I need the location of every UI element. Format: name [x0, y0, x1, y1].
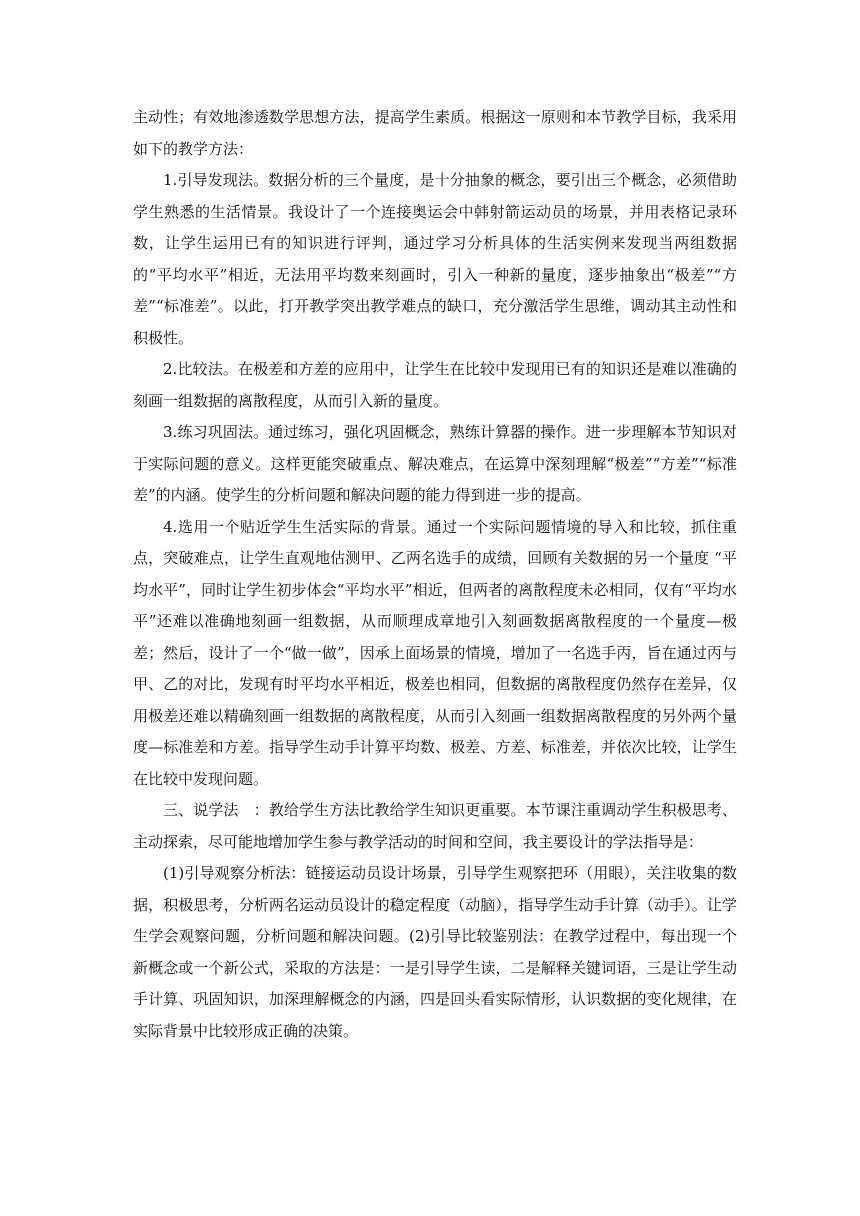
paragraph-real-life-background: 4.选用一个贴近学生生活实际的背景。通过一个实际问题情境的导入和比较，抓住重点，突破难点，让学生直观地估测甲、乙两名选手的成绩，回顾有关数据的另一个量度 “平均水平”，同时让学生初步体会“平均水平”相近，但两者的离散程度未必相同，仅有“平均水平”还难以准确地刻画一组数据，从而顺理成章地引入刻画数据离散程度的一个量度—极差；然后，设计了一个“做一做”，因承上面场景的情境，增加了一名选手丙，旨在通过丙与甲、乙的对比，发现有时平均水平相近，极差也相同，但数据的离散程度仍然存在差异，仅用极差还难以精确刻画一组数据的离散程度，从而引入刻画一组数据离散程度的另外两个量度—标准差和方差。指导学生动手计算平均数、极差、方差、标准差，并依次比较，让学生在比较中发现问题。: [133, 517, 737, 788]
paragraph-guided-discovery-method: 1.引导发现法。数据分析的三个量度，是十分抽象的概念，要引出三个概念，必须借助学生熟悉的生活情景。我设计了一个连接奥运会中韩射箭运动员的场景，并用表格记录环数，让学生运用已有的知识进行评判，通过学习分析具体的生活实例来发现当两组数据的“平均水平”相近，无法用平均数来刻画时，引入一种新的量度，逐步抽象出“极差”“方差”“标准差”。以此，打开教学突出教学难点的缺口，充分激活学生思维，调动其主动性和积极性。: [133, 171, 737, 347]
document-body: [133, 102, 737, 1047]
paragraph-continuation-teaching-methods: 主动性；有效地渗透数学思想方法，提高学生素质。根据这一原则和本节教学目标，我采用如下的教学方法：: [133, 108, 737, 158]
paragraph-practice-consolidation-method: 3.练习巩固法。通过练习，强化巩固概念，熟练计算器的操作。进一步理解本节知识对于实际问题的意义。这样更能突破重点、解决难点，在运算中深刻理解“极差”“方差”“标准差”的内涵。使学生的分析问题和解决问题的能力得到进一步的提高。: [133, 423, 737, 504]
paragraph-learning-methods-guidance: (1)引导观察分析法：链接运动员设计场景，引导学生观察把环（用眼），关注收集的数据，积极思考，分析两名运动员设计的稳定程度（动脑），指导学生动手计算（动手）。让学生学会观察问题，分析问题和解决问题。(2)引导比较鉴别法：在教学过程中，每出现一个新概念或一个新公式，采取的方法是：一是引导学生读，二是解释关键词语，三是让学生动手计算、巩固知识，加深理解概念的内涵，四是回头看实际情形，认识数据的变化规律，在实际背景中比较形成正确的决策。: [133, 864, 737, 1040]
paragraph-comparison-method: 2.比较法。在极差和方差的应用中，让学生在比较中发现用已有的知识还是难以准确的刻画一组数据的离散程度，从而引入新的量度。: [133, 360, 737, 410]
paragraph-learning-methods-heading: 三、说学法 ：教给学生方法比教给学生知识更重要。本节课注重调动学生积极思考、主动探索，尽可能地增加学生参与教学活动的时间和空间，我主要设计的学法指导是：: [133, 801, 737, 851]
